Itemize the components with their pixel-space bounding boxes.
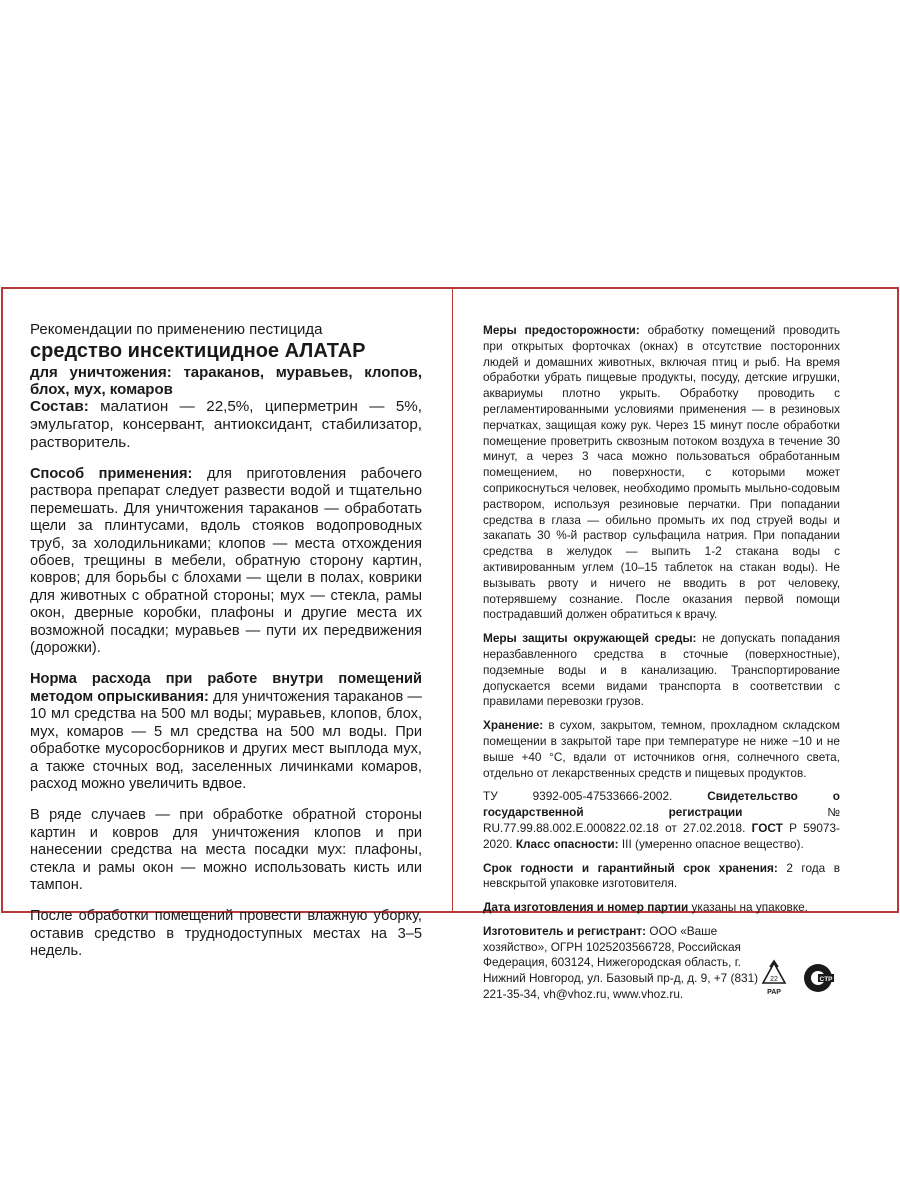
method-text: для приготовления рабочего раствора препарат следует развести водой и тщательно перемешать. Для уничтожения тараканов — обработать щели за плинтусами, вдоль стояков водопроводных труб, за холодильниками; клопов — места отхождения обоев, трещины в мебели, обратную сторону картин, ковров; для борьбы с блохами — щели в полах, коврики для животных с обратной стороны; мух — стекла, рамы окон, дверные коробки, плафоны и другие места их возможной посадки; муравьев — пути их передвижения (дорожки). <box>30 466 422 657</box>
column-divider <box>452 287 453 913</box>
date-text: указаны на упаковке. <box>688 900 808 915</box>
composition-text: малатион — 22,5%, циперметрин — 5%, эмульгатор, консервант, антиоксидант, стабилизатор, растворитель. <box>30 398 422 451</box>
precautions <box>483 323 840 623</box>
environment-label: Меры защиты окружающей среды: <box>483 631 697 646</box>
hazard-label: Класс опасности: <box>515 836 619 851</box>
gost-label: ГОСТ <box>751 820 783 835</box>
manufacturer-text: ООО «Ваше хозяйство», ОГРН 1025203566728, Российская Федерация, 603124, Нижегородская область, г. Нижний Новгород, ул. Базовый пр-д, д. 9, +7 (831) 221-35-34, vh@vhoz.ru, www.vhoz.ru. <box>483 923 759 1002</box>
tu-text: ТУ 9392-005-47533666-2002. <box>483 789 708 804</box>
storage <box>483 718 840 781</box>
shelf-text: 2 года в невскрытой упаковке изготовителя. <box>483 860 840 891</box>
composition <box>30 398 422 452</box>
marks-svg <box>760 957 840 1003</box>
environment-text: не допускать попадания неразбавленного средства в сточные (поверхностные), подземные воды и в канализацию. Транспортирование допускается всеми видами транспорта в соответствии с правилами перевозки грузов. <box>483 631 840 709</box>
ctr-certification-icon <box>804 964 834 992</box>
cert-label: Свидетельство о государственной регистрации <box>483 789 840 820</box>
header-recommendations: Рекомендации по применению пестицида <box>30 321 323 338</box>
ctr-mark: CTP <box>819 975 833 983</box>
hazard-text: III (умеренно опасное вещество). <box>618 836 804 851</box>
left-column <box>30 320 422 961</box>
method-label: Способ применения: <box>30 466 193 482</box>
rate-label: Норма расхода при работе внутри помещений методом опрыскивания: <box>30 671 422 705</box>
registration-info <box>483 789 840 852</box>
gost-text: Р 59073-2020. <box>483 820 840 851</box>
consumption-rate <box>30 671 422 793</box>
environment-protection <box>483 631 840 710</box>
composition-label: Состав: <box>30 398 89 415</box>
right-column <box>483 323 840 1003</box>
rate-text: для уничтожения тараканов — 10 мл средства на 500 мл воды; муравьев, клопов, блох, мух, комаров — 5 мл средства на 500 мл воды. При обработке мусоросборников и других мест выплода мух, а также сточных вод, заселенных личинками комаров, расход можно увеличить вдвое. <box>30 688 422 792</box>
recycling-icon <box>763 961 785 996</box>
certification-marks <box>760 957 840 1003</box>
product-purpose: для уничтожения: тараканов, муравьев, клопов, блох, мух, комаров <box>30 364 422 398</box>
method <box>30 466 422 657</box>
shelf-label: Срок годности и гарантийный срок хранения: <box>483 860 778 875</box>
after-treatment: После обработки помещений провести влажную уборку, оставив средство в труднодоступных местах на 3–5 недель. <box>30 908 422 960</box>
manufacturer-block <box>483 924 840 1003</box>
special-cases: В ряде случаев — при обработке обратной стороны картин и ковров для уничтожения клопов и при нанесении средства на места посадки мух: плафоны, стекла и рамы окон — можно использовать кисть или тампон. <box>30 807 422 893</box>
manufacturer <box>483 924 773 1003</box>
date-label: Дата изготовления и номер партии <box>483 900 689 915</box>
recycle-number: 22 <box>770 975 778 983</box>
precautions-label: Меры предосторожности: <box>483 323 640 337</box>
storage-label: Хранение: <box>483 718 544 733</box>
product-name: средство инсектицидное АЛАТАР <box>30 340 366 362</box>
precautions-text: обработку помещений проводить при открытых форточках (окнах) в отсутствие посторонних людей и домашних животных, включая птиц и рыб. На время обработки убрать пищевые продукты, посуду, детские игрушки, аквариумы плотно укрыть. Обработку проводить с регламентированными условиями применения — в резиновых перчатках, защищая кожу рук. Через 15 минут после обработки помещение проветрить сквозным потоком воздуха в течение 30 минут, а через 3 часа можно пользоваться обработанным помещением, но поверхности, с которыми может соприкоснуться человек, необходимо промыть мыльно-содовым раствором, используя резиновые перчатки. При попадании средства в глаза — обильно промыть их под струей воды и закапать 30 %-й раствор сульфацила натрия. При попадании средства в желудок — выпить 1-2 стакана воды с активированным углем (10–15 таблеток на стакан воды). Не вызывать рвоту и ничего не вводить в рот человеку, потерявшему сознание. После оказания первой помощи пострадавший должен обратиться к врачу. <box>483 323 840 622</box>
recycle-code: PAP <box>767 988 781 996</box>
storage-text: в сухом, закрытом, темном, прохладном складском помещении в закрытой таре при температуре не ниже −10 и не выше +40 °С, вдали от источников огня, солнечного света, отдельно от лекарственных средств и пищевых продуктов. <box>483 718 840 780</box>
production-date <box>483 900 840 916</box>
cert-text: № RU.77.99.88.002.Е.000822.02.18 от 27.02.2018. <box>483 805 841 835</box>
manufacturer-label: Изготовитель и регистрант: <box>483 923 647 938</box>
shelf-life <box>483 861 840 893</box>
